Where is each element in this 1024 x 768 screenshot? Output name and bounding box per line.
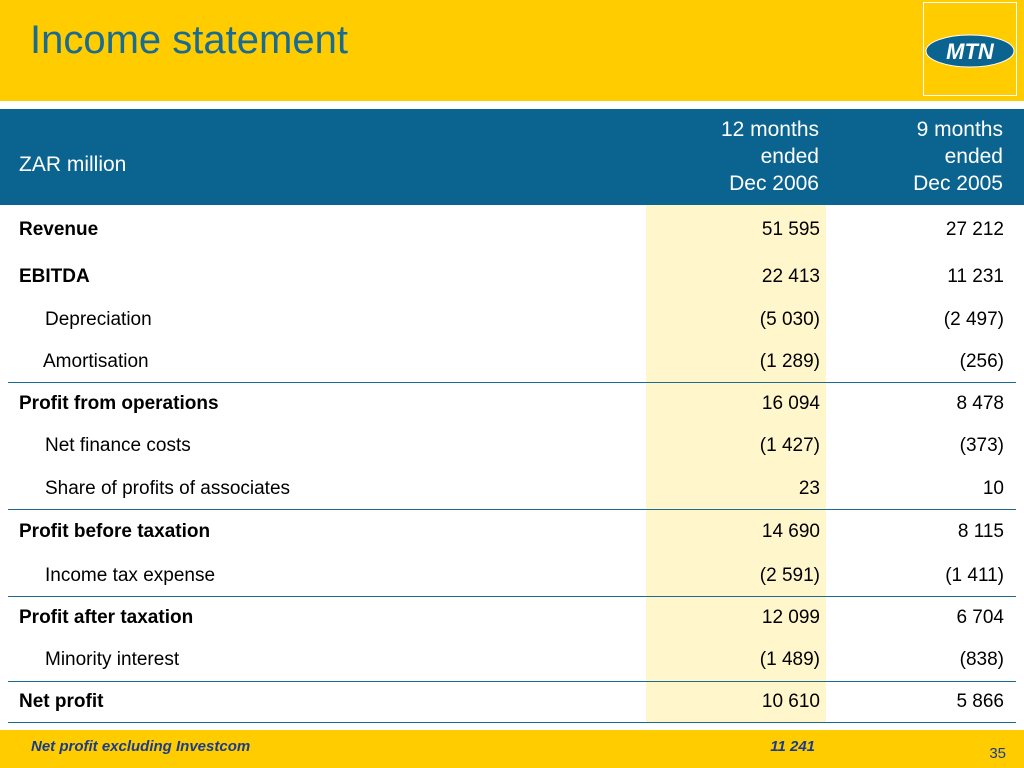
column-header-line: Dec 2006 (729, 172, 819, 195)
mtn-logo-text: MTN (946, 39, 994, 64)
row-label: Income tax expense (45, 565, 216, 586)
footer-note-label: Net profit excluding Investcom (31, 738, 251, 755)
column-header-line: ended (760, 145, 819, 168)
table-header (0, 109, 1024, 205)
value-2005: 27 212 (945, 219, 1004, 240)
row-divider (8, 382, 1016, 383)
value-2006: 14 690 (761, 521, 820, 542)
value-2006: (5 030) (759, 309, 820, 330)
column-header-line: Dec 2005 (913, 172, 1003, 195)
row-label: Share of profits of associates (45, 478, 291, 499)
title-bar (0, 0, 1024, 101)
value-2006: (1 489) (759, 649, 820, 670)
value-2005: 8 115 (957, 521, 1004, 542)
slide-title: Income statement (30, 18, 348, 62)
footer-bar (0, 730, 1024, 768)
row-label: EBITDA (19, 266, 90, 287)
value-2005: 8 478 (956, 393, 1004, 414)
value-2005: 5 866 (956, 691, 1004, 712)
footer-note-value: 11 241 (770, 738, 815, 755)
row-label: Revenue (19, 219, 99, 240)
row-divider (8, 596, 1016, 597)
value-2006: 51 595 (761, 219, 820, 240)
value-2005: 10 (982, 478, 1004, 499)
row-label: Minority interest (45, 649, 180, 670)
row-label: Net finance costs (45, 435, 191, 456)
row-divider (8, 722, 1016, 723)
value-2006: (1 289) (759, 351, 820, 372)
row-divider (8, 681, 1016, 682)
row-divider (8, 509, 1016, 510)
row-label: Amortisation (43, 351, 149, 372)
row-label: Depreciation (45, 309, 152, 330)
value-2006: 12 099 (761, 607, 820, 628)
mtn-logo-icon (924, 33, 1016, 69)
column-header-line: 12 months (720, 118, 819, 141)
value-2005: 6 704 (956, 607, 1004, 628)
column-header-line: ended (944, 145, 1003, 168)
value-2006: 22 413 (761, 266, 820, 287)
unit-label: ZAR million (19, 153, 127, 176)
row-label: Profit before taxation (19, 521, 211, 542)
value-2005: 11 231 (947, 266, 1004, 287)
mtn-logo-box (923, 2, 1017, 96)
value-2005: (838) (959, 649, 1004, 670)
value-2005: (373) (959, 435, 1004, 456)
value-2005: (256) (959, 351, 1004, 372)
row-label: Net profit (19, 691, 104, 712)
page-number: 35 (989, 745, 1006, 762)
value-2006: 16 094 (761, 393, 820, 414)
value-2006: 10 610 (761, 691, 820, 712)
column-header-2006 (721, 116, 819, 197)
value-2006: (2 591) (759, 565, 820, 586)
row-label: Profit from operations (19, 393, 219, 414)
value-2005: (2 497) (943, 309, 1004, 330)
column-header-2005 (913, 116, 1003, 197)
value-2006: (1 427) (759, 435, 820, 456)
column-header-line: 9 months (916, 118, 1003, 141)
value-2006: 23 (798, 478, 820, 499)
row-label: Profit after taxation (19, 607, 194, 628)
value-2005: (1 411) (945, 565, 1004, 586)
